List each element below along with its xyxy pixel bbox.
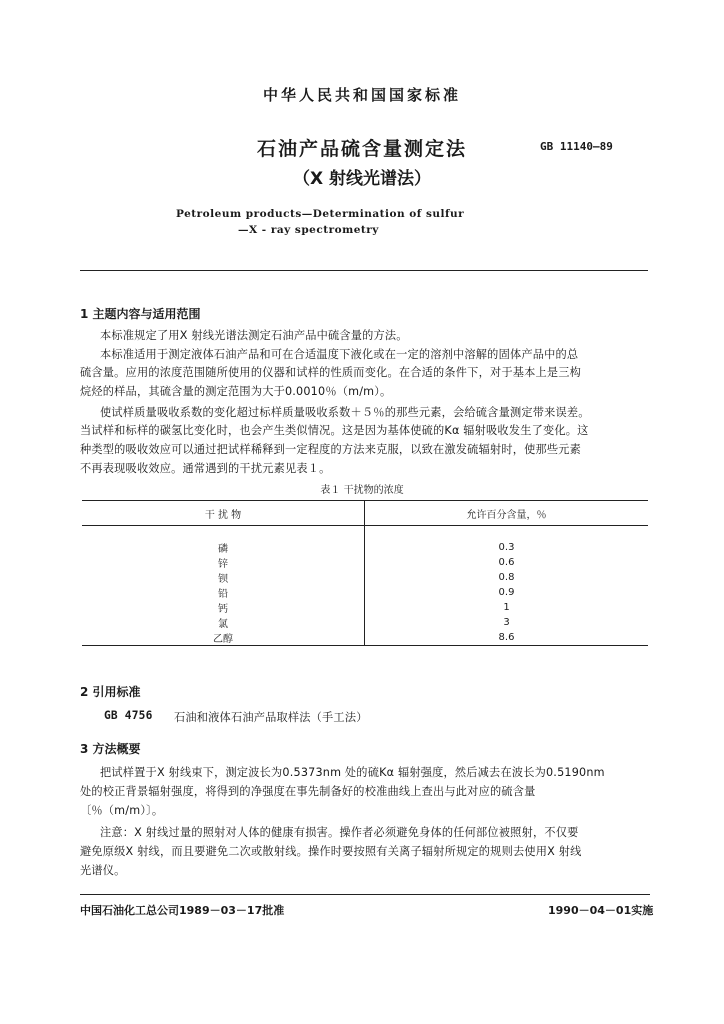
table-cell-percent: 0.8 [498, 572, 515, 583]
table-cell-percent: 3 [503, 617, 510, 628]
section-3-paragraph-line-1: 把试样置于X 射线束下，测定波长为0.5373nm 处的硫Kα 辐射强度，然后减去在波长为0.5190nm [100, 766, 605, 779]
table-cell-percent: 1 [503, 602, 510, 613]
table-cell-interferent: 钡 [82, 570, 365, 585]
section-2-heading: 2 引用标准 [80, 685, 141, 699]
table-row [82, 555, 648, 570]
section-1-paragraph-1: 本标准规定了用X 射线光谱法测定石油产品中硫含量的方法。 [100, 329, 408, 342]
effective-date: 1990－04－01实施 [548, 904, 654, 917]
section-3-heading: 3 方法概要 [80, 742, 141, 756]
english-title-line-1: Petroleum products—Determination of sulfur [176, 208, 465, 220]
table-row [82, 630, 648, 646]
table-row [82, 600, 648, 615]
table-cell-interferent: 乙醇 [82, 630, 365, 646]
section-1-paragraph-3-line-2: 当试样和标样的碳氢比变化时，也会产生类似情况。这是因为基体使硫的Kα 辐射吸收发生了变化。这 [80, 424, 589, 437]
english-title-line-2: —X - ray spectrometry [238, 224, 379, 236]
section-1-paragraph-2-line-3: 烷烃的样品，其硫含量的测定范围为大于0.0010％（m/m）。 [80, 385, 392, 398]
document-subtitle: （X 射线光谱法） [292, 169, 432, 189]
section-3-paragraph-line-3: 〔％（m/m）〕。 [80, 804, 164, 817]
table-row [82, 570, 648, 585]
table-header-row [82, 501, 648, 526]
safety-note-line-1: 注意：X 射线过量的照射对人体的健康有损害。操作者必须避免身体的任何部位被照射，不仅要 [100, 826, 579, 839]
reference-standard-title: 石油和液体石油产品取样法（手工法） [174, 711, 368, 724]
table-row [82, 585, 648, 600]
table-row [82, 526, 648, 541]
section-1-paragraph-3-line-4: 不再表现吸收效应。通常遇到的干扰元素见表１。 [80, 462, 331, 475]
table-cell-interferent: 氯 [82, 615, 365, 630]
section-1-heading: 1 主题内容与适用范围 [80, 307, 201, 321]
section-1-paragraph-2-line-1: 本标准适用于测定液体石油产品和可在合适温度下液化或在一定的溶剂中溶解的固体产品中的总 [100, 348, 579, 361]
interference-table [82, 500, 648, 646]
table-cell-interferent: 锌 [82, 555, 365, 570]
bottom-divider [80, 894, 650, 895]
table-row [82, 540, 648, 555]
section-3-paragraph-line-2: 处的校正背景辐射强度，将得到的净强度在事先制备好的校准曲线上查出与此对应的硫含量 [80, 785, 536, 798]
safety-note-line-2: 避免原级X 射线，而且要避免二次或散射线。操作时要按照有关离子辐射所规定的规则去使用X 射线 [80, 845, 582, 858]
table-cell-percent: 8.6 [365, 630, 649, 646]
table-cell-percent: 0.9 [498, 587, 515, 598]
section-1-paragraph-2-line-2: 硫含量。应用的浓度范围随所使用的仪器和试样的性质而变化。在合适的条件下，对于基本上是三构 [80, 366, 582, 379]
column-header-allowable-percent: 允许百分含量，％ [365, 501, 649, 526]
table-cell-interferent: 钙 [82, 600, 365, 615]
standard-number: GB 11140—89 [540, 140, 613, 153]
document-title: 石油产品硫含量测定法 [256, 138, 467, 160]
standard-category-header: 中华人民共和国国家标准 [262, 86, 461, 104]
table-cell-percent: 0.6 [498, 557, 515, 568]
safety-note-line-3: 光谱仪。 [80, 864, 126, 877]
table-1-caption: 表１ 干扰物的浓度 [320, 485, 404, 496]
section-1-paragraph-3-line-3: 种类型的吸收效应可以通过把试样稀释到一定程度的方法来克服，以致在激发硫辐射时，使那些元素 [80, 443, 582, 456]
table-cell-interferent: 磷 [82, 540, 365, 555]
column-header-interferent: 干 扰 物 [82, 501, 365, 526]
table-cell-percent: 0.3 [498, 542, 515, 553]
section-1-paragraph-3-line-1: 使试样质量吸收系数的变化超过标样质量吸收系数＋５％的那些元素，会给硫含量测定带来误差。 [100, 406, 590, 419]
table-cell-interferent: 铅 [82, 585, 365, 600]
table-row [82, 615, 648, 630]
approval-statement: 中国石油化工总公司1989－03－17批准 [80, 904, 285, 917]
top-divider [80, 270, 648, 271]
reference-standard-code: GB 4756 [104, 709, 153, 722]
